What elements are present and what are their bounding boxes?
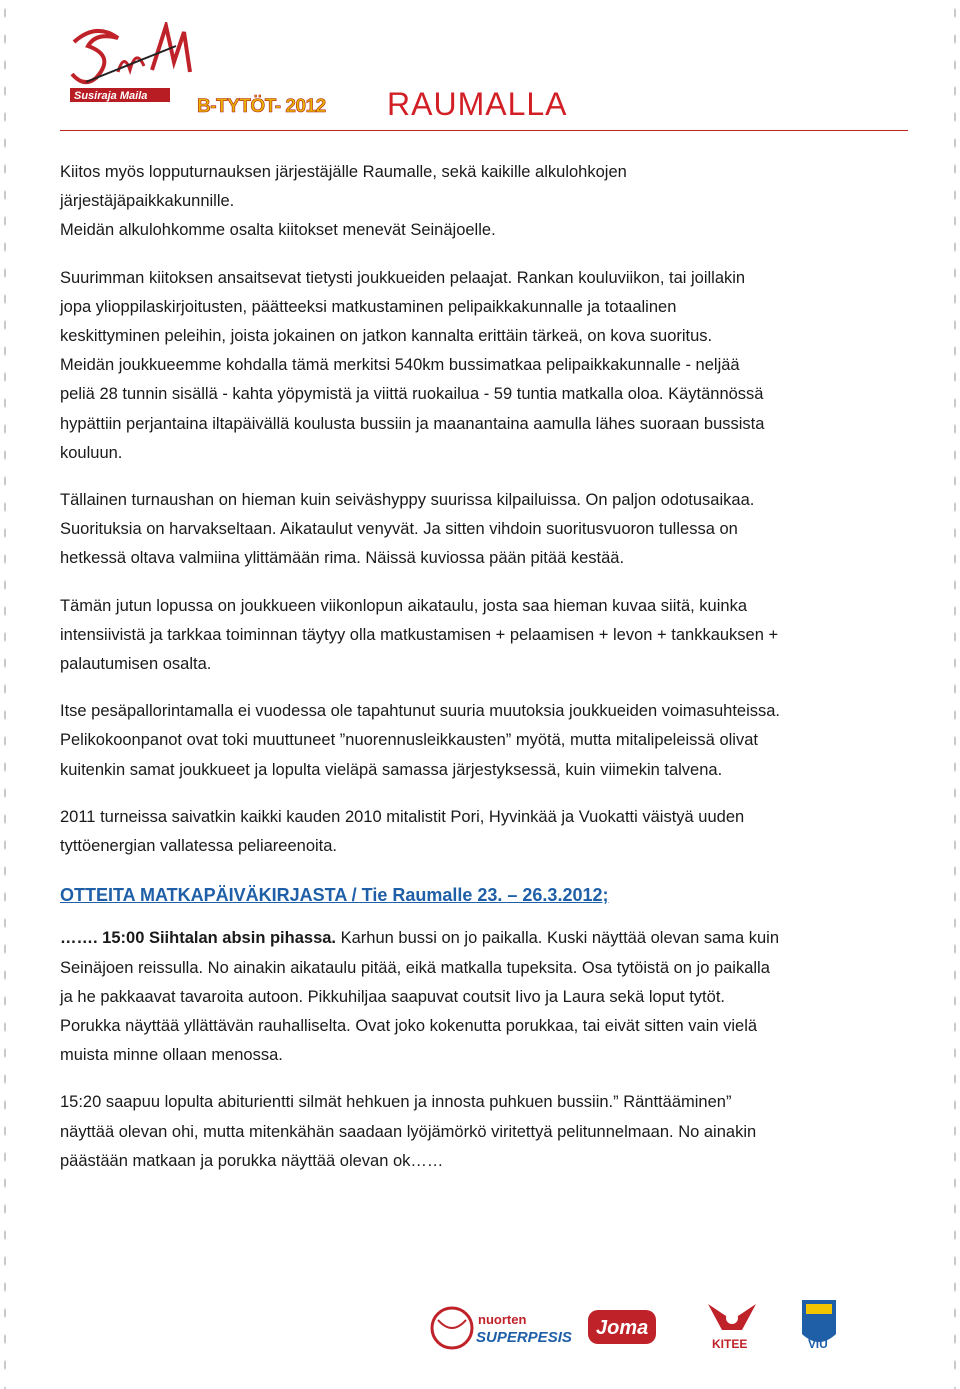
- paragraph: Suurimman kiitoksen ansaitsevat tietysti joukkueiden pelaajat. Rankan kouluviikon, tai joillakin jopa ylioppilaskirjoitusten, päätteeksi matkustaminen pelipaikkakunnalle ja totaalinen keskittyminen peleihin, joista jokainen on jatkon kannalta erittäin tärkeä, on kova suoritus. Meidän joukkueemme kohdalla tämä merkitsi 540km bussimatkaa pelipaikkakunnalle - neljää peliä 28 tunnin sisällä - kahta yöpymistä ja viittä ruokailua - 59 tuntia matkalla oloa. Käytännössä hypättiin perjantaina iltapäivällä koulusta bussiin ja maanantaina aamulla lähes suoraan bussista kouluun.: [60, 268, 765, 462]
- viu-logo: [802, 1300, 836, 1351]
- paragraph: Kiitos myös lopputurnauksen järjestäjälle Raumalle, sekä kaikille alkulohkojen järjestäjäpaikkakunnille. Meidän alkulohkomme osalta kiitokset menevät Seinäjoelle.: [60, 163, 627, 240]
- superpesis-logo: [432, 1308, 572, 1348]
- diary-entry-time: ……. 15:00 Siihtalan absin pihassa.: [60, 929, 337, 948]
- logo-caption: Susiraja Maila: [74, 90, 148, 102]
- sponsor-logos: [430, 1290, 920, 1370]
- header-rule: [60, 130, 908, 131]
- diary-entry-2: 15:20 saapuu lopulta abiturientti silmät hehkuen ja innosta puhkuen bussiin.” Ränttääminen” näyttää olevan ohi, mutta mitenkähän saadaan lyöjämörkö viritettyä pelitunnelmaan. No ainakin päästään matkaan ja porukka näyttää olevan ok……: [60, 1093, 757, 1170]
- svg-text:nuorten: nuorten: [478, 1312, 527, 1327]
- right-dot-border: [952, 0, 958, 1389]
- paragraph: Itse pesäpallorintamalla ei vuodessa ole tapahtunut suuria muutoksia joukkueiden voimasuhteissa. Pelikokoonpanot ovat toki muuttuneet ”nuorennusleikkausten” myötä, mutta mitalipeleissä olivat kuitenkin samat joukkueet ja lopulta vieläpä samassa järjestyksessä, kuin viimekin talvena.: [60, 702, 781, 779]
- paragraph: Tämän jutun lopussa on joukkueen viikonlopun aikataulu, josta saa hieman kuvaa siitä, kuinka intensiivistä ja tarkkaa toiminnan täytyy olla matkustamisen + pelaamisen + levon + tankkauksen + palautumisen osalta.: [60, 596, 779, 674]
- diary-entry-text: Karhun bussi on jo paikalla. Kuski näyttää olevan sama kuin Seinäjoen reissulla. No ainakin aikataulu pitää, eikä matkalla tupeksita. Osa tytöistä on jo paikalla ja he pakkaavat tavaroita autoon. Pikkuhiljaa saapuvat coutsit Iivo ja Laura sekä loput tytöt. Porukka näyttää yllättävän rauhalliselta. Ovat joko kokenutta porukkaa, tai eivät sitten vain vielä muista minne ollaan menossa.: [60, 929, 780, 1065]
- team-subtitle: B-TYTÖT- 2012: [197, 96, 326, 117]
- diary-entry-1: [60, 924, 910, 1070]
- paragraph: 2011 turneissa saivatkin kaikki kauden 2010 mitalistit Pori, Hyvinkää ja Vuokatti väistyä uuden tyttöenergian vallatessa peliareenoita.: [60, 807, 745, 856]
- diary-heading-link[interactable]: OTTEITA MATKAPÄIVÄKIRJASTA / Tie Raumalle 23. – 26.3.2012;: [60, 885, 609, 906]
- surma-logo: [66, 22, 202, 108]
- paragraph: Tällainen turnaushan on hieman kuin seiväshyppy suurissa kilpailuissa. On paljon odotusaikaa. Suorituksia on harvakseltaan. Aikataulut venyvät. Ja sitten vihdoin suoritusvuoron tullessa on hetkessä oltava valmiina ylittämään rima. Näissä kuviossa pään pitää kestää.: [60, 491, 755, 568]
- svg-text:KITEE: KITEE: [712, 1337, 748, 1351]
- article-body: [60, 158, 910, 1176]
- left-dot-border: [2, 0, 8, 1389]
- svg-text:Joma: Joma: [596, 1317, 649, 1339]
- kitee-logo: [708, 1304, 756, 1351]
- page-title: RAUMALLA: [387, 86, 568, 122]
- svg-text:ViU: ViU: [808, 1337, 828, 1351]
- svg-text:SUPERPESIS: SUPERPESIS: [476, 1329, 572, 1346]
- joma-logo: [588, 1310, 656, 1344]
